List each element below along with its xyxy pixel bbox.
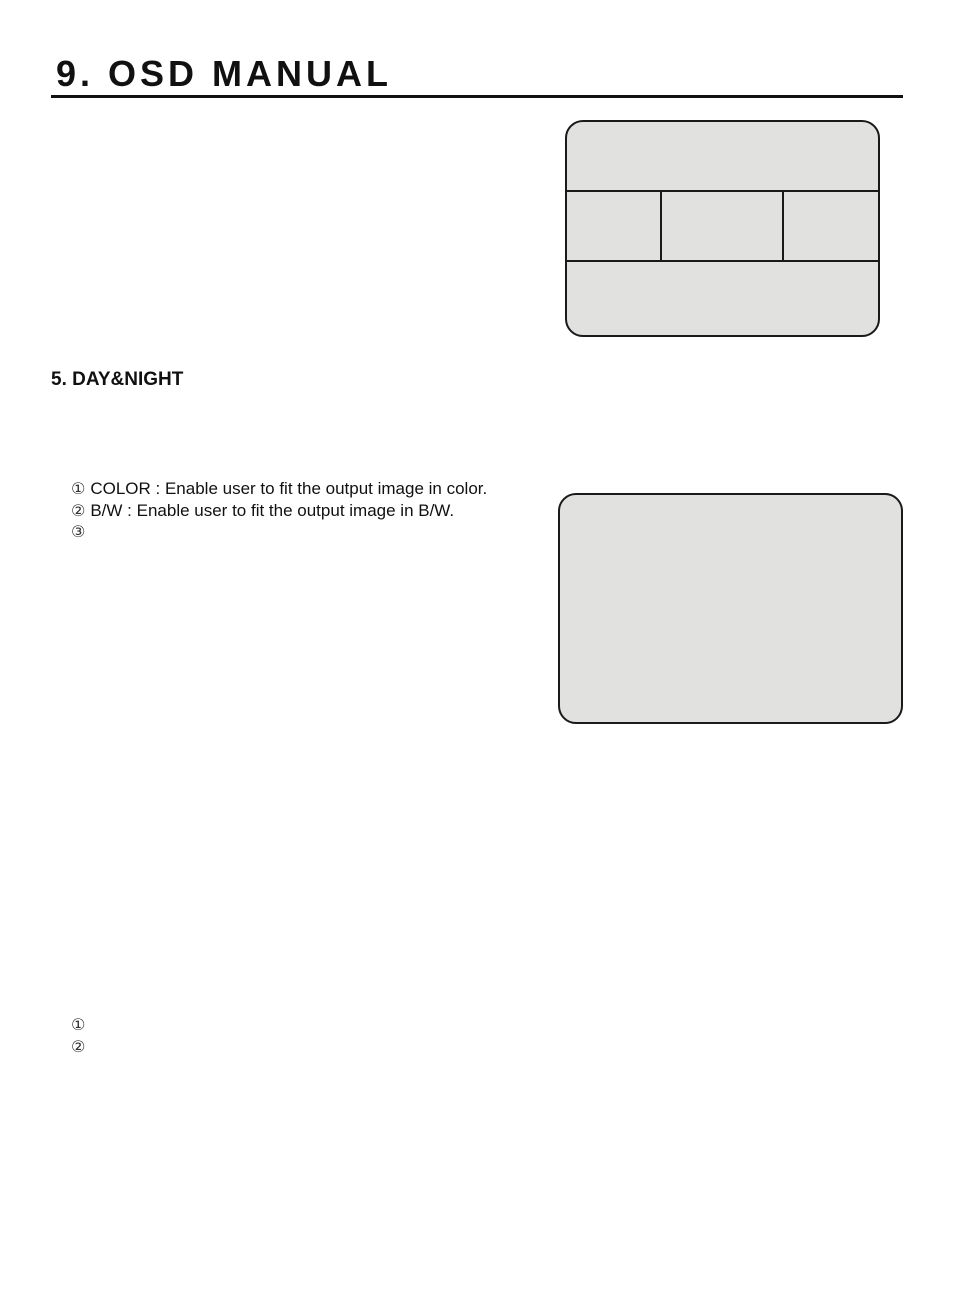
list-marker: ②: [71, 501, 86, 520]
list-item-third: [71, 521, 90, 543]
osd-screen-diagram-bottom: [558, 493, 903, 724]
page-title: 9. OSD MANUAL: [56, 53, 393, 94]
list-item-bw: [71, 500, 454, 522]
list-marker: ③: [71, 522, 86, 541]
list-marker: ①: [71, 1015, 86, 1034]
list-marker: ①: [71, 479, 86, 498]
list-marker: ②: [71, 1037, 86, 1056]
list-item-color: [71, 478, 487, 500]
list-item-text: B/W : Enable user to fit the output image in B/W.: [90, 501, 455, 520]
osd-column-divider: [660, 192, 662, 260]
list-item-text: COLOR : Enable user to fit the output image in color.: [90, 479, 488, 498]
osd-menu-diagram-top: [565, 120, 880, 337]
list-item: [71, 1014, 90, 1036]
osd-menu-middle-row: [567, 190, 878, 262]
section-heading-day-night: 5. DAY&NIGHT: [51, 369, 184, 390]
osd-column-divider: [782, 192, 784, 260]
title-rule: [51, 95, 903, 98]
list-item: [71, 1036, 90, 1058]
